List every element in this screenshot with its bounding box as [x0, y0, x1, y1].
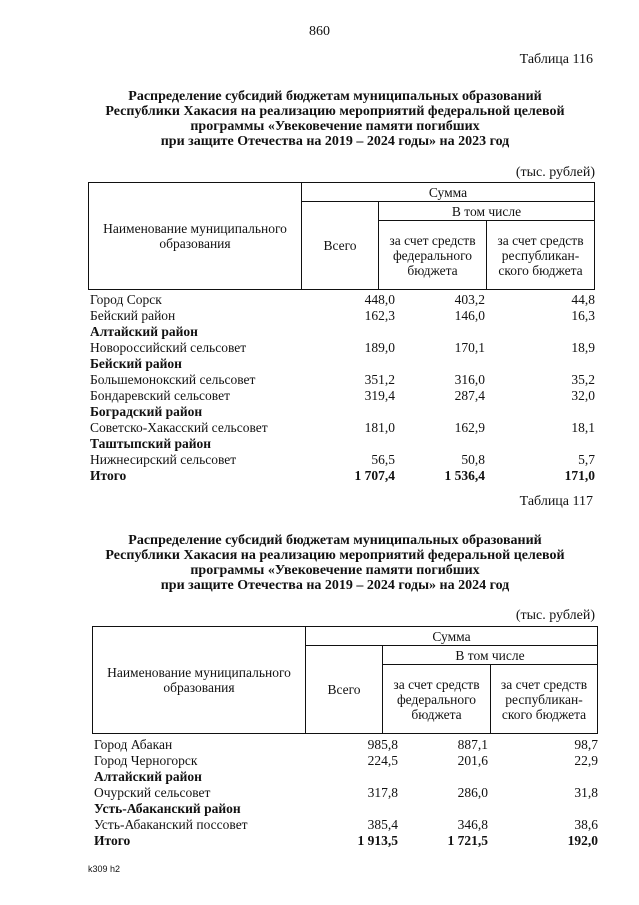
- row-name: Большемонокский сельсовет: [90, 372, 256, 387]
- cell-total: 448,0: [364, 292, 395, 307]
- table-row: [90, 308, 595, 324]
- cell-total: 385,4: [367, 817, 398, 832]
- cell-republic: 35,2: [571, 372, 595, 387]
- cell-republic: 32,0: [571, 388, 595, 403]
- title-line: программы «Увековечение памяти погибших: [190, 563, 480, 578]
- cell-republic: 5,7: [578, 452, 595, 467]
- cell-total: 162,3: [364, 308, 395, 323]
- cell-federal: 1 536,4: [444, 468, 485, 483]
- header-including: В том числе: [379, 202, 595, 221]
- cell-total: 985,8: [367, 737, 398, 752]
- header-name-col: Наименование муниципального образования: [89, 183, 302, 290]
- cell-total: 56,5: [371, 452, 395, 467]
- title-line: программы «Увековечение памяти погибших: [190, 119, 480, 134]
- cell-total: 1 707,4: [354, 468, 395, 483]
- total-row: [90, 468, 595, 484]
- table-row: [90, 452, 595, 468]
- row-name: Город Сорск: [90, 292, 162, 307]
- table-label: Таблица 116: [519, 52, 593, 67]
- group-row: [94, 769, 598, 785]
- cell-federal: 162,9: [454, 420, 485, 435]
- row-name: Советско-Хакасский сельсовет: [90, 420, 268, 435]
- total-row: [94, 833, 598, 849]
- header-sum: Сумма: [302, 183, 595, 202]
- table-row: [90, 420, 595, 436]
- title-line: при защите Отечества на 2019 – 2024 годы» на 2023 год: [160, 134, 510, 149]
- cell-federal: 316,0: [454, 372, 485, 387]
- row-name: Город Абакан: [94, 737, 173, 752]
- cell-federal: 201,6: [457, 753, 488, 768]
- cell-federal: 146,0: [454, 308, 485, 323]
- title-line: Распределение субсидий бюджетам муниципальных образований: [128, 533, 542, 548]
- header-sum: Сумма: [306, 627, 598, 646]
- row-name: Алтайский район: [90, 324, 198, 339]
- table-row: [94, 817, 598, 833]
- row-name: Очурский сельсовет: [94, 785, 211, 800]
- title-line: Распределение субсидий бюджетам муниципальных образований: [128, 89, 542, 104]
- row-name: Бейский район: [90, 308, 176, 323]
- cell-republic: 192,0: [567, 833, 598, 848]
- row-name: Бейский район: [90, 356, 182, 371]
- cell-republic: 18,9: [571, 340, 595, 355]
- group-row: [90, 356, 595, 372]
- cell-federal: 403,2: [454, 292, 485, 307]
- row-name: Город Черногорск: [94, 753, 198, 768]
- cell-republic: 16,3: [571, 308, 595, 323]
- header-republic: за счет средств республикан-ского бюджета: [491, 665, 598, 734]
- cell-republic: 98,7: [574, 737, 598, 752]
- footer-code: k309 h2: [88, 864, 121, 874]
- group-row: [90, 436, 595, 452]
- header-republic: за счет средств республикан-ского бюджета: [487, 221, 595, 290]
- cell-federal: 346,8: [457, 817, 488, 832]
- cell-federal: 287,4: [454, 388, 485, 403]
- row-name: Итого: [94, 833, 131, 848]
- table-row: [94, 737, 598, 753]
- units-label: (тыс. рублей): [515, 608, 595, 623]
- row-name: Таштыпский район: [90, 436, 212, 451]
- table-header: [88, 182, 595, 290]
- cell-republic: 171,0: [564, 468, 595, 483]
- table-header: [92, 626, 598, 734]
- title-line: Республики Хакасия на реализацию мероприятий федеральной целевой: [105, 104, 565, 119]
- row-name: Усть-Абаканский поссовет: [94, 817, 248, 832]
- cell-republic: 22,9: [574, 753, 598, 768]
- cell-federal: 887,1: [457, 737, 488, 752]
- cell-total: 189,0: [364, 340, 395, 355]
- table-body: [94, 737, 598, 849]
- group-row: [90, 324, 595, 340]
- cell-total: 1 913,5: [357, 833, 398, 848]
- table-body: [90, 292, 595, 484]
- header-federal: за счет средств федерального бюджета: [383, 665, 491, 734]
- cell-total: 317,8: [367, 785, 398, 800]
- table-title: [70, 89, 600, 149]
- cell-republic: 38,6: [574, 817, 598, 832]
- cell-federal: 50,8: [461, 452, 485, 467]
- row-name: Итого: [90, 468, 127, 483]
- cell-total: 319,4: [364, 388, 395, 403]
- page-number: 860: [309, 24, 330, 39]
- cell-federal: 1 721,5: [447, 833, 488, 848]
- header-including: В том числе: [383, 646, 598, 665]
- table-row: [94, 753, 598, 769]
- cell-republic: 31,8: [574, 785, 598, 800]
- row-name: Усть-Абаканский район: [94, 801, 241, 816]
- header-federal: за счет средств федерального бюджета: [379, 221, 487, 290]
- table-row: [94, 785, 598, 801]
- cell-total: 181,0: [364, 420, 395, 435]
- units-label: (тыс. рублей): [515, 165, 595, 180]
- group-row: [94, 801, 598, 817]
- title-line: Республики Хакасия на реализацию мероприятий федеральной целевой: [105, 548, 565, 563]
- table-row: [90, 372, 595, 388]
- cell-republic: 18,1: [571, 420, 595, 435]
- table-label: Таблица 117: [519, 494, 593, 509]
- header-total: Всего: [302, 202, 379, 290]
- row-name: Боградский район: [90, 404, 203, 419]
- cell-federal: 170,1: [454, 340, 485, 355]
- header-total: Всего: [306, 646, 383, 734]
- cell-republic: 44,8: [571, 292, 595, 307]
- row-name: Новороссийский сельсовет: [90, 340, 247, 355]
- table-title: [70, 533, 600, 593]
- table-row: [90, 388, 595, 404]
- row-name: Алтайский район: [94, 769, 202, 784]
- row-name: Нижнесирский сельсовет: [90, 452, 237, 467]
- table-row: [90, 292, 595, 308]
- header-name-col: Наименование муниципального образования: [93, 627, 306, 734]
- cell-total: 224,5: [367, 753, 398, 768]
- cell-federal: 286,0: [457, 785, 488, 800]
- row-name: Бондаревский сельсовет: [90, 388, 230, 403]
- title-line: при защите Отечества на 2019 – 2024 годы» на 2024 год: [160, 578, 510, 593]
- table-row: [90, 340, 595, 356]
- group-row: [90, 404, 595, 420]
- cell-total: 351,2: [364, 372, 395, 387]
